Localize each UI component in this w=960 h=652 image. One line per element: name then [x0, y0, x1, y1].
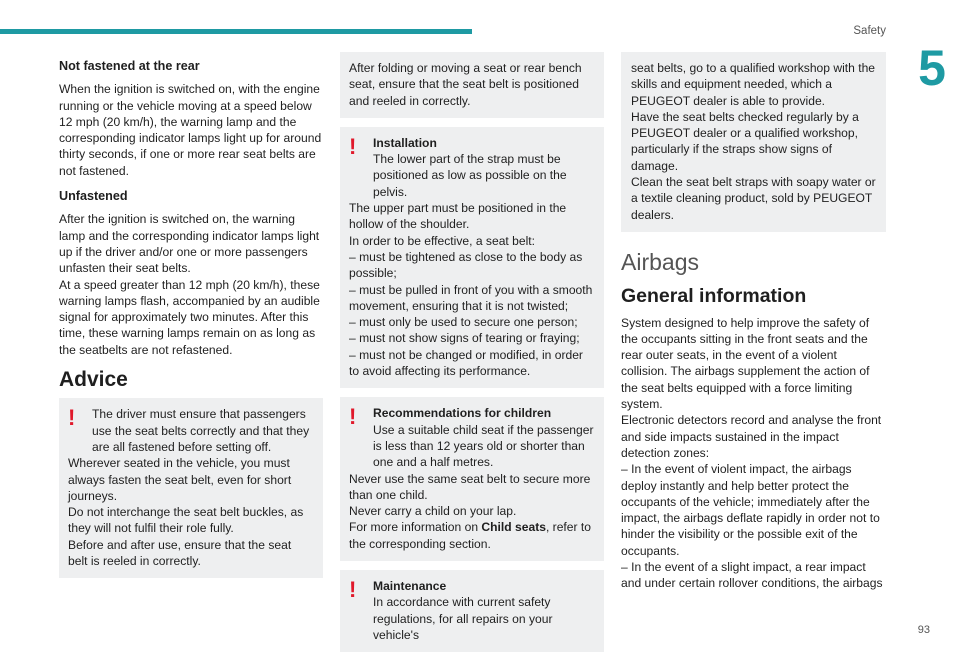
column-1	[59, 52, 323, 578]
maintenance-continued-box	[621, 52, 886, 232]
header-accent-bar	[0, 29, 472, 34]
advice-line: Wherever seated in the vehicle, you must always fasten the seat belt, even for short journeys.	[68, 456, 292, 503]
children-more-post: , refer to the corresponding section.	[349, 520, 591, 551]
installation-line: – must only be used to secure one person;	[349, 315, 578, 330]
fold-box	[340, 52, 604, 118]
installation-line: The lower part of the strap must be positioned as low as possible on the pelvis.	[373, 152, 567, 199]
heading-not-fastened-rear: Not fastened at the rear	[59, 59, 200, 73]
warning-exclamation-icon: !	[349, 577, 357, 603]
heading-general-information: General information	[621, 285, 807, 308]
installation-line: The upper part must be positioned in the hollow of the shoulder.	[349, 201, 567, 232]
maintenance-continued-line: Clean the seat belt straps with soapy water or a textile cleaning product, sold by PEUGEOT dealers.	[631, 175, 876, 222]
paragraph-unfastened-1: After the ignition is switched on, the warning lamp and the corresponding indicator lamps light up if the driver and/or one or more passengers unfasten their seat belts.	[59, 212, 320, 276]
page-number: 93	[917, 624, 930, 636]
installation-line: In order to be effective, a seat belt:	[349, 233, 536, 248]
heading-unfastened: Unfastened	[59, 189, 128, 204]
maintenance-continued-line: seat belts, go to a qualified workshop with the skills and equipment needed, which a PEUGEOT dealer is able to provide.	[631, 61, 876, 108]
maintenance-continued-line: Have the seat belts checked regularly by a PEUGEOT dealer or a qualified workshop, particularly if the straps show signs of damage.	[631, 109, 859, 173]
children-title: Recommendations for children	[373, 406, 552, 421]
children-line: Use a suitable child seat if the passenger is less than 12 years old or shorter than one and a half metres.	[373, 422, 594, 470]
maintenance-text: In accordance with current safety regulations, for all repairs on your vehicle's	[373, 595, 553, 642]
advice-line: Do not interchange the seat belt buckles, as they will not fulfil their role fully.	[68, 505, 304, 536]
advice-line: Before and after use, ensure that the seat belt is reeled in correctly.	[68, 537, 292, 569]
section-title: Safety	[853, 25, 886, 37]
warning-exclamation-icon: !	[349, 404, 357, 430]
installation-title: Installation	[373, 135, 437, 150]
heading-airbags: Airbags	[621, 248, 699, 275]
general-line: Electronic detectors record and analyse the front and side impacts sustained in the impact detection zones:	[621, 413, 882, 460]
heading-advice: Advice	[59, 368, 128, 392]
fold-text: After folding or moving a seat or rear bench seat, ensure that the seat belt is positioned and reeled in correctly.	[349, 61, 582, 108]
children-box	[340, 397, 604, 561]
installation-line: – must be tightened as close to the body as possible;	[349, 249, 583, 281]
column-2	[340, 52, 604, 652]
warning-exclamation-icon: !	[68, 405, 76, 431]
general-line: – In the event of a slight impact, a rear impact and under certain rollover conditions, the airbags	[621, 560, 883, 591]
advice-first: The driver must ensure that passengers use the seat belts correctly and that they are all fastened before setting off.	[92, 407, 310, 454]
installation-box	[340, 127, 604, 388]
column-3	[621, 52, 886, 592]
installation-line: – must be pulled in front of you with a smooth movement, ensuring that it is not twisted;	[349, 282, 593, 313]
children-line: Never use the same seat belt to secure more than one child.	[349, 471, 591, 502]
maintenance-title: Maintenance	[373, 579, 447, 594]
children-more-pre: For more information on	[349, 520, 482, 535]
chapter-number: 5	[918, 40, 946, 96]
child-seats-reference: Child seats	[481, 520, 546, 535]
warning-exclamation-icon: !	[349, 133, 357, 159]
paragraph-rear: When the ignition is switched on, with the engine running or the vehicle moving at a speed below 12 mph (20 km/h), the warning lamp and the corresponding indicator lamps light up for around thirty seconds, if one or more rear seat belts are not fastened.	[59, 82, 322, 178]
children-line: Never carry a child on your lap.	[349, 504, 517, 519]
installation-line: – must not show signs of tearing or fraying;	[349, 331, 580, 346]
advice-box	[59, 398, 323, 578]
children-more	[349, 519, 595, 552]
general-line: System designed to help improve the safety of the occupants sitting in the front seats and the rear outer seats, in the event of a violent collision. The airbags supplement the action of the seat belts equipped with a force limiting system.	[621, 315, 870, 412]
installation-line: – must not be changed or modified, in order to avoid affecting its performance.	[349, 347, 583, 379]
paragraph-unfastened-2: At a speed greater than 12 mph (20 km/h), these warning lamps flash, accompanied by an audible signal for approximately two minutes. After this time, these warning lamps remain on as long as the seatbelts are not refastened.	[59, 277, 320, 357]
general-line: – In the event of violent impact, the airbags deploy instantly and help better protect the occupants of the vehicle; immediately after the impact, the airbags deflate rapidly in order not to hinder the visibility or the possible exit of the occupants.	[621, 462, 880, 558]
